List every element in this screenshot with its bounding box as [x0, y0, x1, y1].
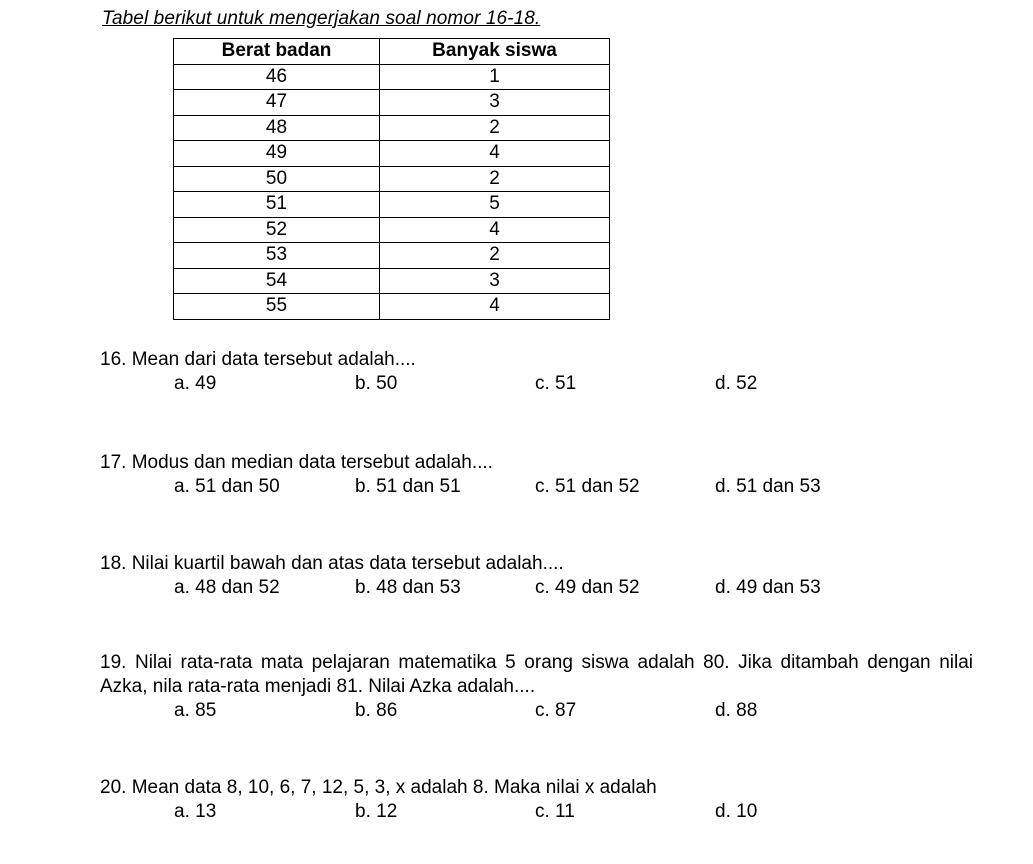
- table-row: [174, 243, 610, 269]
- table-row: [174, 90, 610, 116]
- option-a[interactable]: a. 51 dan 50: [174, 476, 280, 497]
- count-cell: 3: [380, 90, 610, 116]
- count-cell: 4: [380, 294, 610, 320]
- option-b[interactable]: b. 48 dan 53: [355, 577, 461, 598]
- table-row: [174, 192, 610, 218]
- count-cell: 1: [380, 64, 610, 90]
- option-d[interactable]: d. 51 dan 53: [715, 476, 821, 497]
- weight-cell: 52: [174, 217, 380, 243]
- option-b[interactable]: b. 86: [355, 700, 398, 721]
- option-c[interactable]: c. 51 dan 52: [535, 476, 640, 497]
- header-berat-badan: Berat badan: [174, 39, 380, 65]
- option-d[interactable]: d. 49 dan 53: [715, 577, 821, 598]
- option-a[interactable]: a. 13: [174, 801, 217, 822]
- answer-options: [100, 372, 973, 398]
- option-c[interactable]: c. 87: [535, 700, 577, 721]
- weight-cell: 51: [174, 192, 380, 218]
- option-c[interactable]: c. 11: [535, 801, 575, 822]
- table-row: [174, 166, 610, 192]
- weight-cell: 55: [174, 294, 380, 320]
- option-d[interactable]: d. 10: [715, 801, 758, 822]
- weight-cell: 54: [174, 268, 380, 294]
- question-18: [100, 552, 973, 602]
- count-cell: 4: [380, 217, 610, 243]
- option-d[interactable]: d. 52: [715, 373, 758, 394]
- question-16: [100, 348, 973, 398]
- weight-table: [173, 38, 610, 320]
- question-text: 18. Nilai kuartil bawah dan atas data tersebut adalah....: [100, 553, 564, 574]
- option-d[interactable]: d. 88: [715, 700, 758, 721]
- count-cell: 2: [380, 115, 610, 141]
- option-a[interactable]: a. 49: [174, 373, 217, 394]
- count-cell: 2: [380, 243, 610, 269]
- table-row: [174, 217, 610, 243]
- count-cell: 3: [380, 268, 610, 294]
- option-a[interactable]: a. 48 dan 52: [174, 577, 280, 598]
- table-row: [174, 115, 610, 141]
- count-cell: 5: [380, 192, 610, 218]
- option-c[interactable]: c. 51: [535, 373, 577, 394]
- option-a[interactable]: a. 85: [174, 700, 217, 721]
- weight-cell: 46: [174, 64, 380, 90]
- answer-options: [100, 475, 973, 501]
- option-c[interactable]: c. 49 dan 52: [535, 577, 640, 598]
- table-row: [174, 294, 610, 320]
- answer-options: [100, 699, 973, 725]
- table-row: [174, 64, 610, 90]
- weight-cell: 53: [174, 243, 380, 269]
- question-text: 19. Nilai rata-rata mata pelajaran matematika 5 orang siswa adalah 80. Jika ditambah dengan nilai Azka, nila rata-rata menjadi 81. Nilai Azka adalah....: [100, 652, 973, 697]
- table-header-row: [174, 39, 610, 65]
- table-row: [174, 268, 610, 294]
- table-row: [174, 141, 610, 167]
- question-17: [100, 451, 973, 501]
- weight-cell: 47: [174, 90, 380, 116]
- question-text: 20. Mean data 8, 10, 6, 7, 12, 5, 3, x adalah 8. Maka nilai x adalah: [100, 777, 657, 798]
- option-b[interactable]: b. 50: [355, 373, 398, 394]
- option-b[interactable]: b. 51 dan 51: [355, 476, 461, 497]
- count-cell: 2: [380, 166, 610, 192]
- weight-cell: 48: [174, 115, 380, 141]
- count-cell: 4: [380, 141, 610, 167]
- answer-options: [100, 800, 973, 826]
- weight-cell: 49: [174, 141, 380, 167]
- option-b[interactable]: b. 12: [355, 801, 398, 822]
- intro-text: Tabel berikut untuk mengerjakan soal nomor 16-18.: [102, 8, 541, 29]
- weight-cell: 50: [174, 166, 380, 192]
- header-banyak-siswa: Banyak siswa: [380, 39, 610, 65]
- question-19: [100, 651, 973, 725]
- answer-options: [100, 576, 973, 602]
- question-20: [100, 776, 973, 826]
- question-text: 16. Mean dari data tersebut adalah....: [100, 349, 416, 370]
- question-text: 17. Modus dan median data tersebut adalah....: [100, 452, 493, 473]
